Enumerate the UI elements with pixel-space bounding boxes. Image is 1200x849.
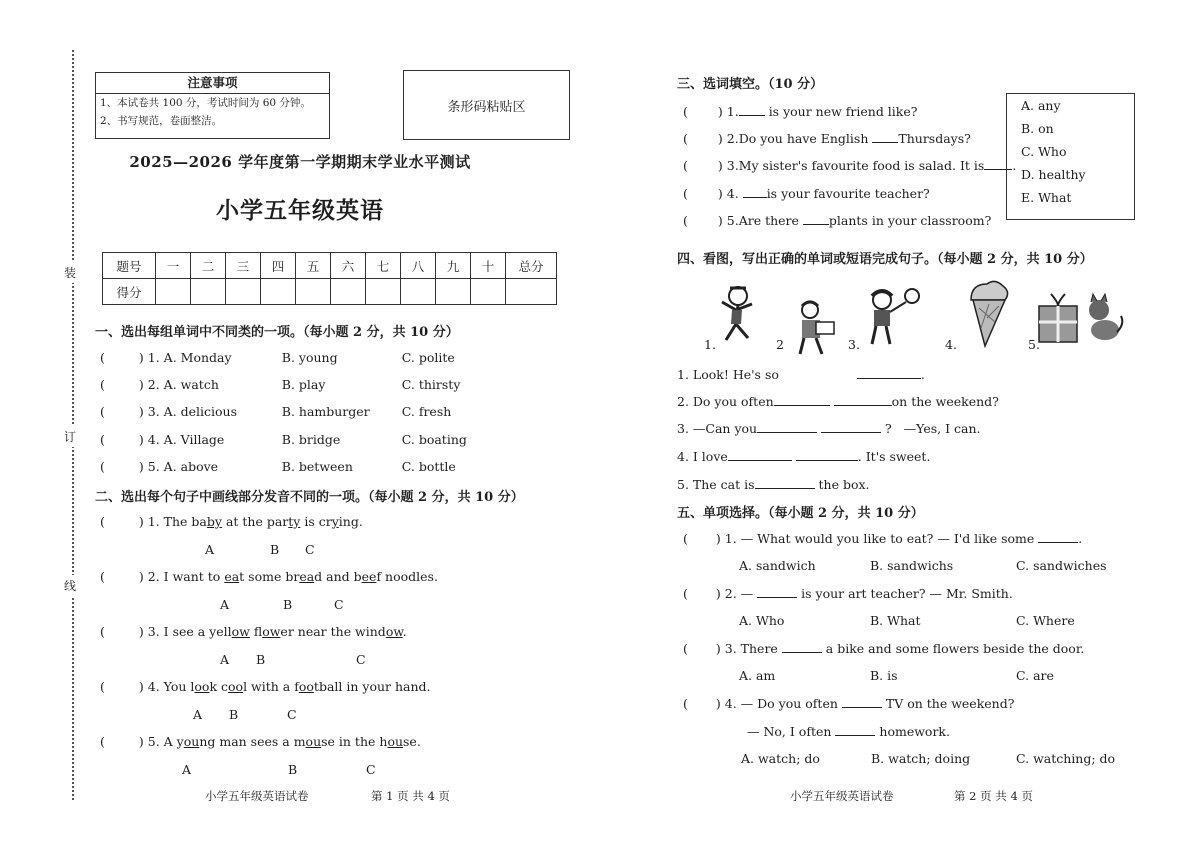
score-cell[interactable]: [156, 279, 191, 305]
sentence-text: 2. —: [724, 586, 754, 601]
underlined-part: ow: [262, 624, 281, 639]
fill-sentence: 1. Look! He's so .: [677, 367, 925, 382]
choice-option[interactable]: A. am: [739, 668, 776, 683]
underlined-part: oo: [298, 679, 314, 694]
sentence-text: k c: [209, 679, 229, 694]
score-cell[interactable]: [296, 279, 331, 305]
sentence-text: ng man sees a m: [199, 734, 306, 749]
choice-option[interactable]: C. sandwiches: [1016, 558, 1107, 573]
answer-paren-close: ): [138, 377, 144, 392]
fill-sentence: [677, 420, 981, 436]
answer-paren-open: (: [100, 404, 105, 419]
sentence-text: 1. — What would you like to eat? — I'd like some: [724, 531, 1035, 546]
option-letter: B: [283, 597, 293, 612]
barcode-label: 条形码粘贴区: [447, 99, 526, 115]
score-header-cell: 八: [401, 253, 436, 279]
answer-paren-close: ): [138, 679, 144, 694]
sentence-text: 5.Are there: [726, 213, 799, 228]
choice-option[interactable]: A. sandwich: [739, 558, 816, 573]
sentence-text: 5. The cat is: [677, 477, 755, 492]
answer-paren-open: (: [683, 131, 688, 146]
answer-paren-open: (: [100, 350, 105, 365]
sentence-text: 1.: [726, 104, 739, 119]
score-cell[interactable]: [366, 279, 401, 305]
sentence-text: ?: [885, 421, 892, 436]
answer-paren-open: (: [100, 679, 105, 694]
sentence-text: 3. I see a yell: [147, 624, 232, 639]
score-header-cell: 三: [226, 253, 261, 279]
exam-page-right: [600, 0, 1200, 849]
score-cell[interactable]: [506, 279, 557, 305]
picture-number: 3.: [848, 337, 860, 352]
answer-paren-open: (: [100, 569, 105, 584]
sentence-text: is your new friend like?: [768, 104, 918, 119]
sentence-text: 2. Do you often: [677, 394, 774, 409]
choice-option[interactable]: B. between: [281, 459, 353, 474]
underlined-part: ea: [224, 569, 240, 584]
sentence-text: .: [1078, 531, 1083, 546]
question-row: [100, 624, 407, 639]
word-option: E. What: [1021, 190, 1072, 205]
sentence-text: . It's sweet.: [857, 449, 931, 464]
sentence-text: se in the h: [321, 734, 388, 749]
notice-line: 1、本试卷共 100 分，考试时间为 60 分钟。: [100, 97, 311, 109]
footer-title: 小学五年级英语试卷: [790, 789, 894, 803]
choice-option[interactable]: C. bottle: [401, 459, 456, 474]
sentence-text: 3. —Can you: [677, 421, 758, 436]
score-table: [102, 252, 557, 305]
underlined-part: ou: [305, 734, 322, 749]
word-option: D. healthy: [1021, 167, 1086, 182]
option-letter: C: [334, 597, 344, 612]
option-letter: C: [287, 707, 297, 722]
score-header-cell: 题号: [103, 253, 156, 279]
fill-blank[interactable]: [743, 185, 767, 198]
sentence-text: TV on the weekend?: [885, 696, 1015, 711]
score-header-cell: 五: [296, 253, 331, 279]
underlined-part: ou: [183, 734, 200, 749]
picture-number: 5.: [1028, 337, 1040, 352]
choice-option[interactable]: B. bridge: [281, 432, 341, 447]
answer-paren-open: (: [100, 432, 105, 447]
fill-sentence: [677, 448, 930, 464]
answer-paren-open: (: [683, 586, 688, 601]
underlined-part: ow: [385, 624, 403, 639]
answer-paren-open: (: [683, 641, 688, 656]
picture-number: 1.: [704, 337, 716, 352]
section-1-title: 一、选出每组单词中不同类的一项。（每小题 2 分，共 10 分）: [95, 325, 459, 340]
sentence-text: 2. I want to: [147, 569, 225, 584]
option-letter: C: [356, 652, 366, 667]
fill-blank[interactable]: [796, 448, 858, 461]
answer-paren-close: ): [138, 624, 144, 639]
choice-option[interactable]: B. What: [870, 613, 921, 628]
word-option: A. any: [1021, 98, 1061, 113]
cat-and-box-picture: [1033, 284, 1125, 346]
choice-option[interactable]: B. hamburger: [281, 404, 370, 419]
fill-blank[interactable]: [774, 393, 830, 406]
child-reading-picture: [790, 298, 840, 358]
score-cell[interactable]: [261, 279, 296, 305]
score-cell[interactable]: [226, 279, 261, 305]
fill-blank[interactable]: [755, 476, 815, 489]
word-options-box: [1006, 93, 1135, 220]
sentence-text: 4. You l: [147, 679, 195, 694]
question-row: [100, 459, 456, 474]
sentence-text: f noodles.: [376, 569, 438, 584]
sentence-text: plants in your classroom?: [828, 213, 992, 228]
score-cell[interactable]: [331, 279, 366, 305]
sentence-text: se.: [403, 734, 421, 749]
sentence-text: l with a f: [243, 679, 299, 694]
underlined-part: ow: [231, 624, 250, 639]
sentence-text: t some br: [239, 569, 300, 584]
fill-blank[interactable]: [857, 366, 921, 379]
question-row: [683, 212, 991, 228]
question-row: [683, 103, 917, 119]
option-letter: A: [205, 542, 215, 557]
sentence-text: is cr: [300, 514, 332, 529]
score-header-cell: 一: [156, 253, 191, 279]
answer-paren-close: ): [717, 213, 723, 228]
score-header-cell: 总分: [506, 253, 557, 279]
score-table-score-row: [103, 279, 557, 305]
answer-paren-close: ): [715, 531, 721, 546]
sentence-text: 1. Look! He's so: [677, 367, 779, 382]
section-4-title: 四、看图，写出正确的单词或短语完成句子。（每小题 2 分，共 10 分）: [677, 252, 1093, 267]
sentence-text: 4. I love: [677, 449, 728, 464]
question-row: [100, 404, 451, 419]
binding-char: 订: [64, 426, 76, 447]
underlined-part: ea: [299, 569, 315, 584]
section-5-title: 五、单项选择。（每小题 2 分，共 10 分）: [677, 506, 924, 521]
sentence-text: 3. There: [724, 641, 778, 656]
question-row: [683, 130, 971, 146]
question-row: [100, 432, 467, 447]
excited-boy-picture: [708, 282, 766, 348]
fill-blank[interactable]: [835, 723, 875, 736]
answer-paren-open: (: [100, 514, 105, 529]
girl-badminton-picture: [862, 286, 924, 348]
sentence-text: 3.My sister's favourite food is salad. It is: [726, 158, 985, 173]
underlined-part: by: [206, 514, 222, 529]
question-row: [100, 679, 431, 694]
question-row: [683, 585, 1013, 601]
question-row: [100, 514, 363, 529]
answer-paren-open: (: [683, 186, 688, 201]
answer-paren-open: (: [683, 213, 688, 228]
score-cell[interactable]: [471, 279, 506, 305]
choice-option[interactable]: 2. A. watch: [147, 377, 219, 392]
answer-paren-open: (: [683, 104, 688, 119]
choice-option[interactable]: C. fresh: [401, 404, 452, 419]
section-3-title: 三、选词填空。（10 分）: [677, 77, 824, 92]
answer-paren-close: ): [717, 158, 723, 173]
score-header-cell: 六: [331, 253, 366, 279]
section-2-title: 二、选出每个句子中画线部分发音不同的一项。（每小题 2 分，共 10 分）: [95, 490, 524, 505]
choice-option[interactable]: 1. A. Monday: [147, 350, 232, 365]
fill-blank[interactable]: [739, 103, 765, 116]
option-letter: A: [220, 652, 230, 667]
question-row: [683, 157, 1016, 173]
underlined-part: ou: [387, 734, 404, 749]
picture-number: 4.: [945, 337, 957, 352]
sentence-text: .: [402, 624, 407, 639]
sentence-text: — No, I often: [747, 724, 832, 739]
footer-page-number: 第 2 页 共 4 页: [954, 789, 1033, 803]
answer-paren-close: ): [717, 104, 723, 119]
sentence-text: —Yes, I can.: [903, 421, 981, 436]
fill-blank[interactable]: [803, 212, 829, 225]
score-cell[interactable]: [436, 279, 471, 305]
option-letter: B: [270, 542, 280, 557]
notice-line: 2、书写规范，卷面整洁。: [100, 115, 223, 127]
answer-paren-open: (: [100, 624, 105, 639]
answer-paren-close: ): [717, 186, 723, 201]
underlined-part: oo: [228, 679, 244, 694]
sentence-text: at the par: [221, 514, 289, 529]
sentence-text: ing.: [338, 514, 363, 529]
score-header-cell: 十: [471, 253, 506, 279]
choice-option[interactable]: A. Who: [739, 613, 785, 628]
question-row: [100, 569, 438, 584]
notice-title: 注意事项: [96, 73, 329, 94]
fill-blank[interactable]: [872, 130, 898, 143]
answer-paren-close: ): [715, 586, 721, 601]
choice-option[interactable]: 3. A. delicious: [147, 404, 238, 419]
choice-option[interactable]: B. young: [281, 350, 338, 365]
fill-blank[interactable]: [728, 448, 792, 461]
underlined-part: y: [331, 514, 339, 529]
option-letter: C: [366, 762, 376, 777]
score-cell[interactable]: [401, 279, 436, 305]
score-table-header-row: [103, 253, 557, 279]
option-letter: B: [288, 762, 298, 777]
choice-option[interactable]: C. Where: [1016, 613, 1075, 628]
sentence-text: is your favourite teacher?: [766, 186, 930, 201]
choice-option[interactable]: C. thirsty: [401, 377, 461, 392]
fill-blank[interactable]: [757, 585, 797, 598]
option-letter: B: [256, 652, 266, 667]
answer-paren-open: (: [683, 531, 688, 546]
score-header-cell: 二: [191, 253, 226, 279]
choice-option[interactable]: B. sandwichs: [870, 558, 954, 573]
answer-paren-close: ): [138, 350, 144, 365]
sentence-text: tball in your hand.: [313, 679, 431, 694]
question-row: [100, 734, 421, 749]
sentence-text: 4.: [726, 186, 739, 201]
answer-paren-close: ): [138, 734, 144, 749]
exam-title: 2025—2026 学年度第一学期期末学业水平测试: [129, 153, 471, 171]
sentence-text: er near the wind: [280, 624, 386, 639]
fill-blank[interactable]: [782, 640, 822, 653]
answer-paren-open: (: [100, 459, 105, 474]
sentence-text: .: [1012, 158, 1017, 173]
option-letter: B: [229, 707, 239, 722]
binding-char: 装: [64, 262, 76, 283]
question-row: [683, 185, 930, 201]
sentence-text: d and b: [314, 569, 362, 584]
sentence-text: Thursdays?: [898, 131, 971, 146]
choice-option[interactable]: A. watch; do: [741, 751, 820, 766]
sentence-text: the box.: [818, 477, 870, 492]
fill-blank[interactable]: [834, 393, 892, 406]
fill-blank[interactable]: [1038, 530, 1078, 543]
score-header-cell: 七: [366, 253, 401, 279]
underlined-part: oo: [194, 679, 210, 694]
choice-option[interactable]: C. are: [1016, 668, 1054, 683]
score-row-label: 得分: [103, 279, 156, 305]
fill-blank[interactable]: [821, 420, 881, 433]
question-row: [747, 723, 950, 739]
footer-title: 小学五年级英语试卷: [205, 789, 309, 803]
question-row: [100, 350, 455, 365]
question-row: [100, 377, 460, 392]
fill-blank[interactable]: [757, 420, 817, 433]
choice-option[interactable]: C. watching; do: [1016, 751, 1116, 766]
barcode-area: [403, 70, 570, 140]
footer-page-number: 第 1 页 共 4 页: [371, 789, 450, 803]
sentence-text: 2.Do you have English: [726, 131, 869, 146]
answer-paren-open: (: [100, 734, 105, 749]
answer-paren-close: ): [138, 569, 144, 584]
notice-box: [95, 72, 330, 139]
option-letter: A: [193, 707, 203, 722]
answer-paren-open: (: [100, 377, 105, 392]
picture-number: 2: [776, 337, 784, 352]
sentence-text: a bike and some flowers beside the door.: [825, 641, 1085, 656]
score-header-cell: 九: [436, 253, 471, 279]
question-row: [683, 530, 1082, 546]
answer-paren-open: (: [683, 696, 688, 711]
choice-option[interactable]: B. play: [281, 377, 326, 392]
sentence-text: on the weekend?: [891, 394, 999, 409]
choice-option[interactable]: B. is: [870, 668, 898, 683]
option-letter: C: [305, 542, 315, 557]
answer-paren-close: ): [138, 432, 144, 447]
choice-option[interactable]: B. watch; doing: [871, 751, 971, 766]
fill-blank[interactable]: [842, 695, 882, 708]
underlined-part: ee: [361, 569, 377, 584]
ice-cream-picture: [965, 278, 1013, 348]
binding-char: 线: [64, 575, 76, 596]
sentence-text: 5. A y: [147, 734, 184, 749]
word-option: B. on: [1021, 121, 1054, 136]
choice-option[interactable]: 4. A. Village: [147, 432, 225, 447]
word-option: C. Who: [1021, 144, 1067, 159]
question-row: [683, 695, 1014, 711]
choice-option[interactable]: C. polite: [401, 350, 455, 365]
underlined-part: ty: [288, 514, 301, 529]
exam-subtitle: 小学五年级英语: [216, 197, 384, 224]
option-letter: A: [220, 597, 230, 612]
sentence-text: fl: [249, 624, 263, 639]
sentence-text: homework.: [879, 724, 950, 739]
choice-option[interactable]: C. boating: [401, 432, 467, 447]
sentence-text: is your art teacher? — Mr. Smith.: [801, 586, 1013, 601]
fill-sentence: [677, 393, 999, 409]
score-cell[interactable]: [191, 279, 226, 305]
sentence-text: 4. — Do you often: [724, 696, 838, 711]
answer-paren-close: ): [715, 696, 721, 711]
answer-paren-close: ): [138, 404, 144, 419]
sentence-text: 1. The ba: [147, 514, 207, 529]
score-header-cell: 四: [261, 253, 296, 279]
answer-paren-close: ): [715, 641, 721, 656]
answer-paren-close: ): [138, 459, 144, 474]
question-row: [683, 640, 1084, 656]
option-letter: A: [182, 762, 192, 777]
fill-sentence: [677, 476, 870, 492]
choice-option[interactable]: 5. A. above: [147, 459, 219, 474]
answer-paren-close: ): [138, 514, 144, 529]
answer-paren-close: ): [717, 131, 723, 146]
answer-paren-open: (: [683, 158, 688, 173]
